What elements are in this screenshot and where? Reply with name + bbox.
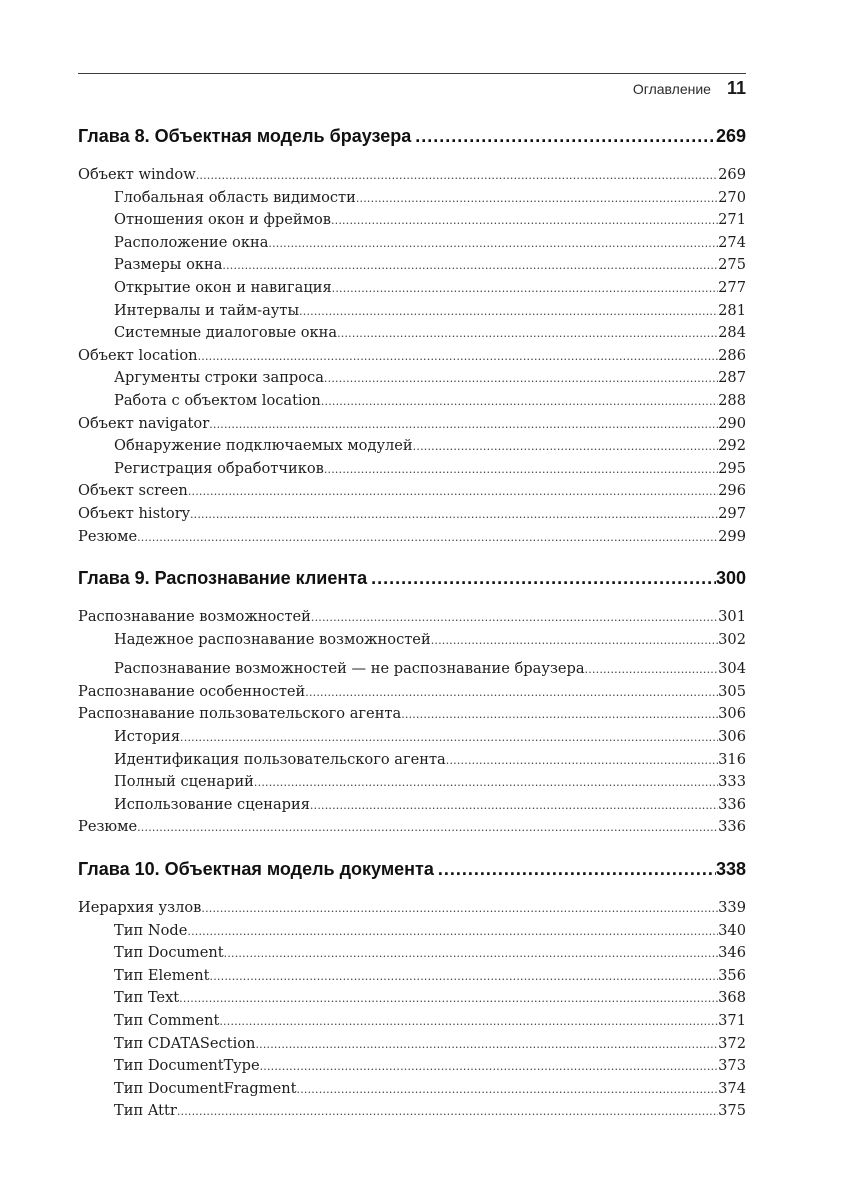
dot-leader bbox=[268, 232, 718, 256]
toc-subsection-entry[interactable] bbox=[78, 771, 746, 794]
entry-page-number: 299 bbox=[718, 527, 746, 545]
entry-title: Глобальная область видимости bbox=[114, 188, 356, 206]
entry-title: Отношения окон и фреймов bbox=[114, 211, 331, 229]
entry-title: Тип Attr bbox=[114, 1102, 177, 1120]
entry-page-number: 371 bbox=[718, 1012, 746, 1029]
entry-title: Интервалы и тайм-ауты bbox=[114, 301, 300, 319]
entry-title: Объект history bbox=[78, 504, 190, 522]
dot-leader bbox=[210, 965, 719, 989]
dot-leader bbox=[224, 942, 719, 966]
toc-subsection-entry[interactable] bbox=[78, 187, 746, 210]
dot-leader bbox=[431, 629, 718, 653]
running-head bbox=[633, 78, 746, 99]
entry-title: Резюме bbox=[78, 527, 138, 545]
toc-subsection-entry[interactable] bbox=[78, 920, 746, 943]
dot-leader bbox=[585, 658, 719, 682]
dot-leader bbox=[187, 920, 718, 944]
running-head-label: Оглавление bbox=[632, 81, 711, 97]
entry-page-number: 336 bbox=[718, 818, 746, 836]
toc-subsection-entry[interactable] bbox=[78, 232, 746, 255]
entry-page-number: 339 bbox=[718, 899, 746, 917]
entry-page-number: 274 bbox=[718, 233, 746, 251]
dot-leader bbox=[310, 794, 718, 818]
entry-title: Расположение окна bbox=[114, 233, 269, 251]
entry-page-number: 297 bbox=[718, 504, 746, 522]
dot-leader bbox=[434, 857, 716, 881]
toc-subsection-entry[interactable] bbox=[78, 942, 746, 965]
entry-title: Иерархия узлов bbox=[78, 899, 202, 917]
toc-subsection-entry[interactable] bbox=[78, 629, 746, 652]
toc-section-entry[interactable] bbox=[78, 816, 746, 839]
entry-title: Тип Document bbox=[114, 944, 224, 962]
entry-page-number: 302 bbox=[718, 630, 746, 648]
dot-leader bbox=[254, 771, 718, 795]
entry-page-number: 372 bbox=[718, 1034, 746, 1052]
toc-subsection-entry[interactable] bbox=[78, 277, 746, 300]
dot-leader bbox=[177, 1100, 718, 1124]
chapter-heading[interactable] bbox=[78, 857, 746, 881]
entry-page-number: 316 bbox=[718, 750, 746, 768]
entry-page-number: 333 bbox=[718, 773, 746, 791]
toc-section-entry[interactable] bbox=[78, 345, 746, 368]
chapter-title: Глава 10. Объектная модель документа bbox=[78, 859, 434, 880]
dot-leader bbox=[311, 606, 718, 630]
chapter-heading[interactable] bbox=[78, 124, 746, 148]
toc-subsection-entry[interactable] bbox=[78, 1055, 746, 1078]
toc-section-entry[interactable] bbox=[78, 164, 746, 187]
dot-leader bbox=[297, 1078, 719, 1102]
dot-leader bbox=[196, 164, 718, 188]
toc-section-entry[interactable] bbox=[78, 897, 746, 920]
entry-page-number: 374 bbox=[718, 1079, 746, 1097]
entry-title: Резюме bbox=[78, 818, 138, 836]
toc-subsection-entry[interactable] bbox=[78, 390, 746, 413]
toc-subsection-entry[interactable] bbox=[78, 254, 746, 277]
entry-title: Объект location bbox=[78, 346, 198, 364]
toc-section-entry[interactable] bbox=[78, 503, 746, 526]
chapter-page-number: 338 bbox=[715, 859, 746, 880]
entry-page-number: 306 bbox=[718, 705, 746, 723]
entry-page-number: 306 bbox=[718, 728, 746, 746]
toc-section-entry[interactable] bbox=[78, 703, 746, 726]
toc-subsection-entry[interactable] bbox=[78, 300, 746, 323]
entry-page-number: 301 bbox=[718, 608, 746, 626]
entry-title: История bbox=[114, 728, 181, 746]
entry-title: Объект window bbox=[78, 166, 196, 183]
entry-page-number: 368 bbox=[718, 989, 746, 1007]
entry-title: Тип Node bbox=[114, 921, 188, 939]
dot-leader bbox=[337, 322, 718, 346]
dot-leader bbox=[413, 435, 718, 459]
dot-leader bbox=[446, 749, 718, 773]
entry-page-number: 356 bbox=[718, 966, 746, 984]
toc-subsection-entry[interactable] bbox=[78, 1100, 746, 1123]
entry-page-number: 270 bbox=[718, 188, 746, 206]
entry-page-number: 375 bbox=[718, 1102, 746, 1120]
entry-page-number: 296 bbox=[718, 482, 746, 500]
entry-page-number: 271 bbox=[718, 211, 746, 229]
dot-leader bbox=[209, 413, 718, 437]
dot-leader bbox=[321, 390, 718, 414]
dot-leader bbox=[201, 897, 718, 921]
entry-page-number: 288 bbox=[718, 391, 746, 409]
chapter-page-number: 269 bbox=[715, 126, 746, 146]
entry-title: Аргументы строки запроса bbox=[114, 369, 324, 387]
toc-subsection-entry[interactable] bbox=[78, 987, 746, 1010]
entry-title: Распознавание особенностей bbox=[78, 682, 306, 700]
entry-page-number: 305 bbox=[718, 682, 746, 700]
entry-page-number: 286 bbox=[718, 346, 746, 364]
entry-title: Размеры окна bbox=[114, 256, 223, 274]
entry-title: Регистрация обработчиков bbox=[114, 459, 324, 477]
toc-subsection-entry[interactable] bbox=[78, 458, 746, 481]
entry-page-number: 281 bbox=[718, 301, 746, 319]
dot-leader bbox=[198, 345, 719, 369]
entry-title: Распознавание пользовательского агента bbox=[78, 705, 402, 723]
dot-leader bbox=[255, 1033, 718, 1057]
entry-page-number: 292 bbox=[718, 437, 746, 455]
header-rule bbox=[78, 73, 746, 74]
entry-page-number: 346 bbox=[718, 944, 746, 962]
entry-page-number: 287 bbox=[718, 369, 746, 387]
entry-title: Тип DocumentFragment bbox=[114, 1079, 297, 1097]
toc-subsection-entry[interactable] bbox=[78, 965, 746, 988]
chapter-page-number: 300 bbox=[715, 568, 746, 589]
entry-title: Тип Element bbox=[114, 966, 210, 984]
toc-subsection-entry[interactable] bbox=[78, 1010, 746, 1033]
dot-leader bbox=[324, 458, 718, 482]
entry-title: Тип CDATASection bbox=[114, 1034, 256, 1052]
toc-section-entry[interactable] bbox=[78, 480, 746, 503]
toc-section-entry[interactable] bbox=[78, 413, 746, 436]
dot-leader bbox=[222, 254, 718, 278]
dot-leader bbox=[137, 816, 718, 840]
entry-title: Системные диалоговые окна bbox=[114, 324, 338, 342]
toc-subsection-entry[interactable] bbox=[78, 726, 746, 749]
dot-leader bbox=[367, 566, 716, 590]
dot-leader bbox=[188, 480, 718, 504]
toc-subsection-entry[interactable] bbox=[78, 367, 746, 390]
entry-title: Тип DocumentType bbox=[114, 1057, 260, 1075]
dot-leader bbox=[305, 681, 718, 705]
entry-title: Использование сценария bbox=[114, 795, 310, 813]
dot-leader bbox=[137, 526, 718, 550]
entry-page-number: 295 bbox=[718, 459, 746, 477]
toc-subsection-entry[interactable] bbox=[78, 1078, 746, 1101]
dot-leader bbox=[179, 987, 718, 1011]
entry-page-number: 304 bbox=[718, 660, 746, 678]
table-of-contents bbox=[78, 124, 746, 1123]
dot-leader bbox=[180, 726, 718, 750]
dot-leader bbox=[219, 1010, 718, 1034]
toc-section-entry[interactable] bbox=[78, 681, 746, 704]
entry-page-number: 290 bbox=[718, 414, 746, 432]
entry-title: Распознавание возможностей — не распознавание браузера bbox=[114, 660, 585, 678]
chapter-title: Глава 8. Объектная модель браузера bbox=[78, 126, 412, 146]
dot-leader bbox=[260, 1055, 719, 1079]
toc-subsection-entry[interactable] bbox=[78, 322, 746, 345]
entry-title: Тип Comment bbox=[114, 1012, 220, 1029]
entry-page-number: 340 bbox=[718, 921, 746, 939]
page-number: 11 bbox=[726, 78, 746, 98]
dot-leader bbox=[401, 703, 718, 727]
chapter-title: Глава 9. Распознавание клиента bbox=[78, 568, 368, 589]
entry-title: Надежное распознавание возможностей bbox=[114, 630, 431, 648]
entry-page-number: 269 bbox=[718, 166, 746, 183]
toc-section-entry[interactable] bbox=[78, 526, 746, 549]
toc-subsection-entry[interactable] bbox=[78, 435, 746, 458]
toc-section-entry[interactable] bbox=[78, 606, 746, 629]
dot-leader bbox=[331, 209, 718, 233]
dot-leader bbox=[324, 367, 718, 391]
entry-page-number: 277 bbox=[718, 278, 746, 296]
toc-subsection-entry[interactable] bbox=[78, 794, 746, 817]
entry-title: Объект navigator bbox=[78, 414, 210, 432]
toc-subsection-entry[interactable] bbox=[78, 749, 746, 772]
toc-subsection-entry[interactable] bbox=[78, 1033, 746, 1056]
entry-title: Объект screen bbox=[78, 482, 188, 500]
entry-title: Открытие окон и навигация bbox=[114, 278, 332, 296]
toc-subsection-entry[interactable] bbox=[78, 209, 746, 232]
entry-title: Обнаружение подключаемых модулей bbox=[114, 437, 413, 455]
entry-page-number: 275 bbox=[718, 256, 746, 274]
dot-leader bbox=[411, 124, 716, 148]
chapter-heading[interactable] bbox=[78, 566, 746, 590]
entry-title: Полный сценарий bbox=[114, 773, 254, 791]
entry-page-number: 336 bbox=[718, 795, 746, 813]
entry-title: Распознавание возможностей bbox=[78, 608, 311, 626]
dot-leader bbox=[356, 187, 718, 211]
entry-title: Тип Text bbox=[114, 989, 180, 1007]
entry-page-number: 373 bbox=[718, 1057, 746, 1075]
dot-leader bbox=[332, 277, 718, 301]
dot-leader bbox=[190, 503, 718, 527]
toc-subsection-entry[interactable] bbox=[78, 658, 746, 681]
entry-title: Работа с объектом location bbox=[114, 391, 321, 409]
dot-leader bbox=[299, 300, 718, 324]
entry-page-number: 284 bbox=[718, 324, 746, 342]
entry-title: Идентификация пользовательского агента bbox=[114, 750, 446, 768]
